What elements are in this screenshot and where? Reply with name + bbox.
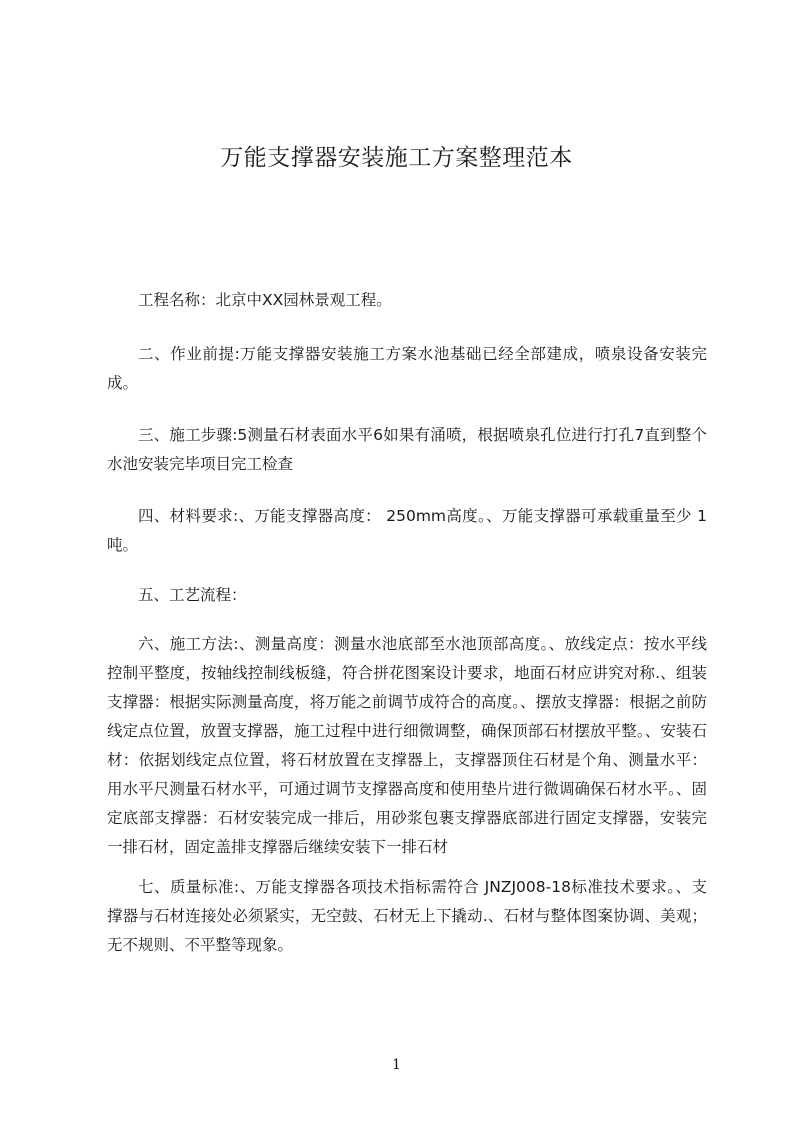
paragraph-construction-method: 六、施工方法:、测量高度：测量水池底部至水池顶部高度。、放线定点：按水平线控制平整度，按轴线控制线板缝，符合拼花图案设计要求，地面石材应讲究对称.、组装支撑器：根据实际测量高度，将万能之前调节成符合的高度。、摆放支撑器：根据之前防线定点位置，放置支撑器，施工过程中进行细微调整，确保顶部石材摆放平整。、安装石材：依据划线定点位置，将石材放置在支撑器上，支撑器顶住石材是个角、测量水平：用水平尺测量石材水平，可通过调节支撑器高度和使用垫片进行微调确保石材水平。、固定底部支撑器：石材安装完成一排后，用砂浆包裹支撑器底部进行固定支撑器，安装完一排石材，固定盖排支撑器后继续安装下一排石材 (107, 635, 707, 856)
page-number: 1 (392, 1057, 401, 1073)
paragraph-process-flow: 五、工艺流程： (138, 586, 247, 604)
paragraph-material-requirements: 四、材料要求:、万能支撑器高度： 250mm高度。、万能支撑器可承载重量至少 1吨。 (107, 507, 707, 554)
paragraph-project-name: 工程名称：北京中XX园林景观工程。 (138, 291, 392, 309)
paragraph-prerequisites: 二、作业前提:万能支撑器安装施工方案水池基础已经全部建成，喷泉设备安装完成。 (107, 345, 707, 392)
paragraph-construction-steps: 三、施工步骤:5测量石材表面水平6如果有涌喷，根据喷泉孔位进行打孔7直到整个水池安装完毕项目完工检查 (107, 426, 707, 473)
document-title: 万能支撑器安装施工方案整理范本 (220, 145, 573, 171)
paragraph-quality-standard: 七、质量标准:、万能支撑器各项技术指标需符合 JNZJ008-18标准技术要求。、支撑器与石材连接处必须紧实，无空鼓、石材无上下撬动.、石材与整体图案协调、美观；无不规则、不平整等现象。 (107, 878, 707, 954)
